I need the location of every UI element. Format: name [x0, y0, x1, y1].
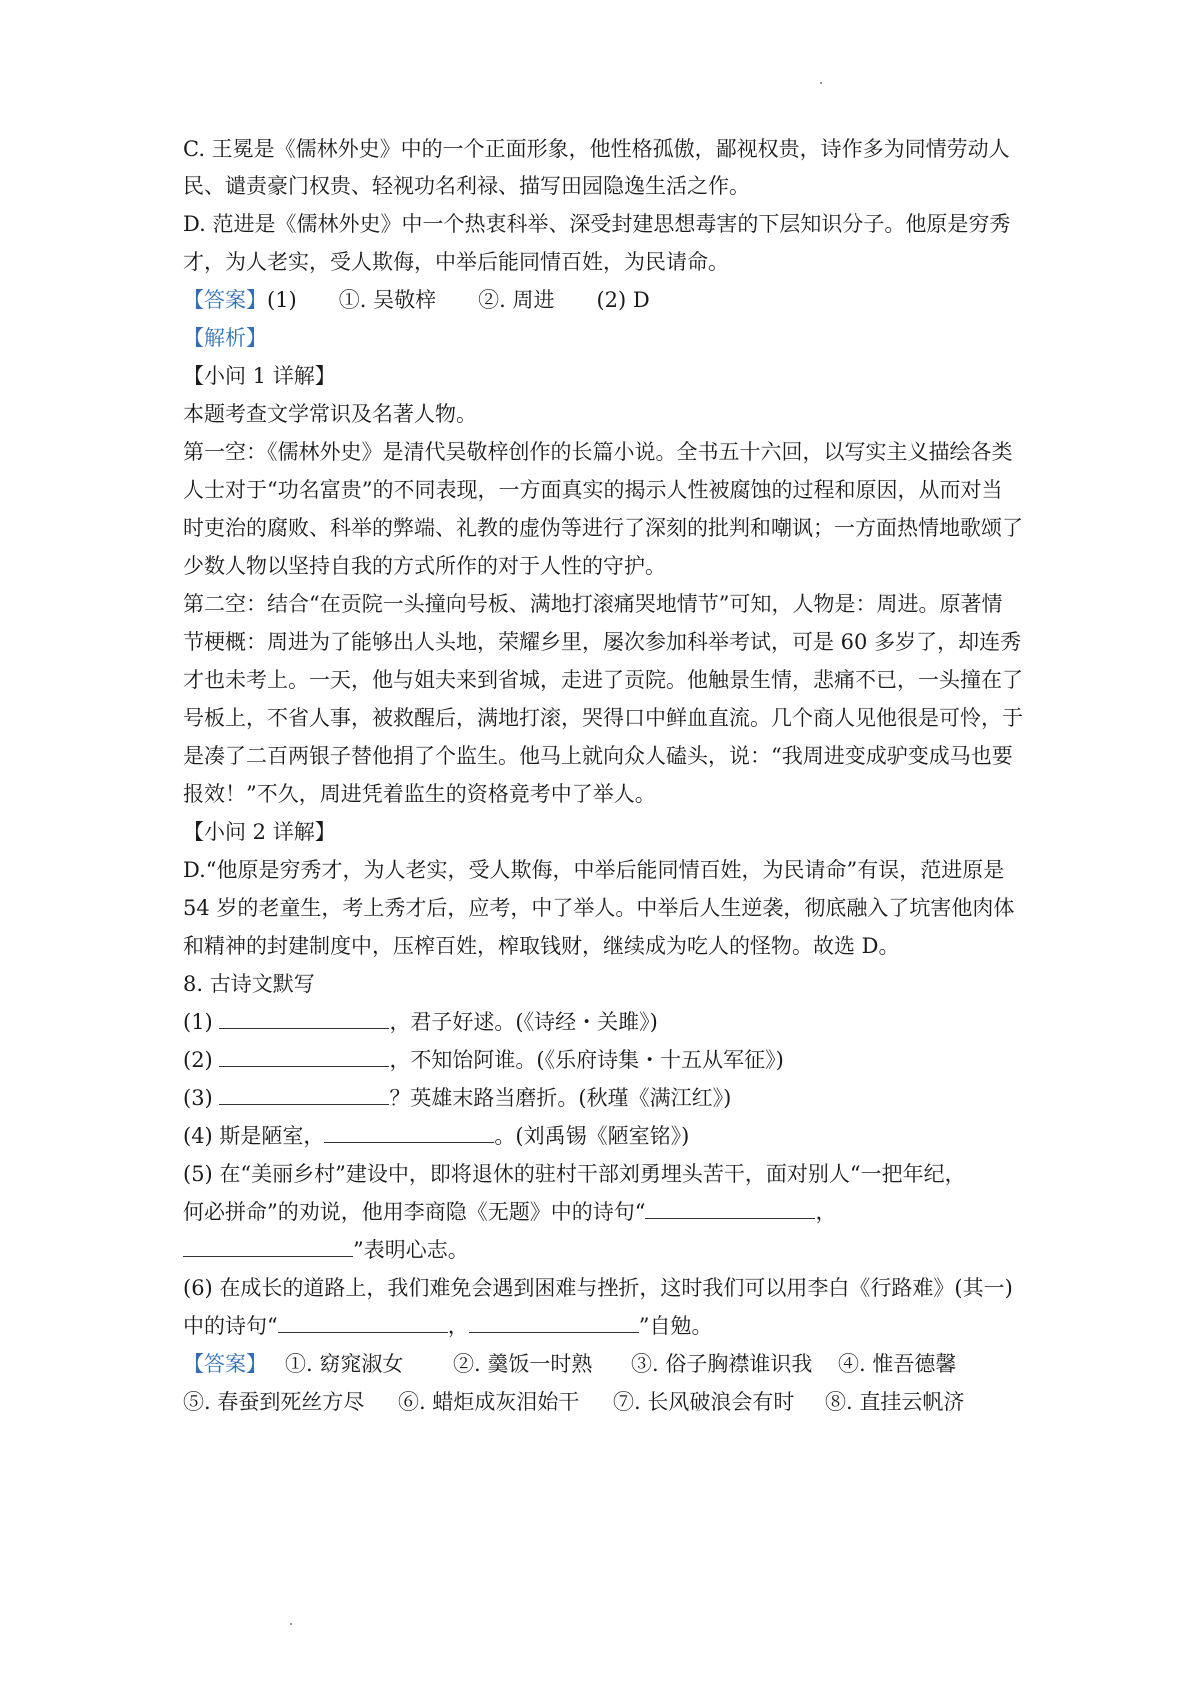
poem-item-1: (1) ，君子好逑。(《诗经・关雎》): [183, 1010, 658, 1034]
poem-item-4: (4) 斯是陋室， 。(刘禹锡《陋室铭》): [183, 1124, 690, 1148]
fill-blank[interactable]: [219, 1084, 389, 1105]
option-d-line-2: 才，为人老实，受人欺侮，中举后能同情百姓，为民请命。: [183, 250, 729, 274]
fill-blank[interactable]: [183, 1236, 353, 1257]
option-c-line-1: C. 王冕是《儒林外史》中的一个正面形象，他性格孤傲，鄙视权贵，诗作多为同情劳动人: [183, 137, 1010, 161]
paragraph-line: 和精神的封建制度中，压榨百姓，榨取钱财，继续成为吃人的怪物。故选 D。: [183, 934, 900, 958]
fill-blank[interactable]: [469, 1312, 639, 1333]
answer-item: ②. 羹饭一时熟: [453, 1352, 593, 1376]
paragraph-line: 报效！”不久，周进凭着监生的资格竟考中了举人。: [183, 782, 656, 806]
option-c-line-2: 民、谴责豪门权贵、轻视功名利禄、描写田园隐逸生活之作。: [183, 174, 750, 198]
answer-item: ⑤. 春蚕到死丝方尽: [183, 1390, 365, 1414]
fill-blank[interactable]: [645, 1198, 815, 1219]
paragraph-line: 才也未考上。一天，他与姐夫来到省城，走进了贡院。他触景生情，悲痛不已，一头撞在了: [183, 668, 1023, 692]
answer-text: (1) ①. 吴敬梓 ②. 周进 (2) D: [267, 288, 650, 312]
question-8-heading: 8. 古诗文默写: [183, 972, 315, 996]
poem-item-3: (3) ？英雄末路当磨折。(秋瑾《满江红》): [183, 1086, 732, 1110]
scan-speck: [290, 1623, 292, 1625]
analysis-tag: 【解析】: [183, 326, 267, 350]
paragraph-line: 时吏治的腐败、科举的弊端、礼教的虚伪等进行了深刻的批判和嘲讽；一方面热情地歌颂了: [183, 516, 1023, 540]
answer-item: ④. 惟吾德馨: [838, 1352, 957, 1376]
poem-item-6-line-1: (6) 在成长的道路上，我们难免会遇到困难与挫折，这时我们可以用李白《行路难》(其一): [183, 1276, 1013, 1300]
paragraph-line: 54 岁的老童生，考上秀才后，应考，中了举人。中举后人生逆袭，彻底融入了坑害他肉体: [183, 896, 1015, 920]
answer-tag: 【答案】: [183, 1352, 267, 1376]
fill-blank[interactable]: [219, 1008, 389, 1029]
scan-speck: [820, 82, 822, 84]
answer-item: ⑦. 长风破浪会有时: [613, 1390, 795, 1414]
paragraph-line: 第一空：《儒林外史》是清代吴敬梓创作的长篇小说。全书五十六回，以写实主义描绘各类: [183, 440, 1013, 464]
paragraph-line: 少数人物以坚持自我的方式所作的对于人性的守护。: [183, 554, 666, 578]
sub-question-1-heading: 【小问 1 详解】: [183, 364, 336, 388]
option-d-line-1: D. 范进是《儒林外史》中一个热衷科举、深受封建思想毒害的下层知识分子。他原是穷秀: [183, 212, 1011, 236]
poem-item-5-line-1: (5) 在“美丽乡村”建设中，即将退休的驻村干部刘勇埋头苦干，面对别人“一把年纪，: [183, 1162, 966, 1186]
poem-item-2: (2) ，不知饴阿谁。(《乐府诗集・十五从军征》): [183, 1048, 784, 1072]
fill-blank[interactable]: [324, 1122, 494, 1143]
answer-item: ①. 窈窕淑女: [285, 1352, 404, 1376]
paragraph-line: 人士对于“功名富贵”的不同表现，一方面真实的揭示人性被腐蚀的过程和原因，从而对当: [183, 478, 1003, 502]
fill-blank[interactable]: [278, 1312, 448, 1333]
paragraph-line: D.“他原是穷秀才，为人老实，受人欺侮，中举后能同情百姓，为民请命”有误，范进原是: [183, 858, 1005, 882]
paragraph-line: 节梗概：周进为了能够出人头地，荣耀乡里，屡次参加科举考试，可是 60 多岁了，却连秀: [183, 630, 1022, 654]
answer-8-row-1: [183, 1350, 1033, 1378]
answer-tag: 【答案】: [183, 288, 267, 312]
paragraph-line: 第二空：结合“在贡院一头撞向号板、满地打滚痛哭地情节”可知，人物是：周进。原著情: [183, 592, 1003, 616]
poem-item-6-line-2: 中的诗句“ ， ”自勉。: [183, 1314, 713, 1338]
poem-item-5-line-3: ”表明心志。: [183, 1236, 1033, 1264]
fill-blank[interactable]: [219, 1046, 389, 1067]
paragraph-line: 号板上，不省人事，被救醒后，满地打滚，哭得口中鲜血直流。几个商人见他很是可怜，于: [183, 706, 1023, 730]
answer-item: ⑥. 蜡炬成灰泪始干: [398, 1390, 580, 1414]
answer-item: ③. 俗子胸襟谁识我: [631, 1352, 813, 1376]
answer-item: ⑧. 直挂云帆济: [825, 1390, 965, 1414]
paragraph-line: 是凑了二百两银子替他捐了个监生。他马上就向众人磕头，说：“我周进变成驴变成马也要: [183, 744, 1013, 768]
answer-8-row-2: [183, 1388, 1033, 1416]
paragraph-line: 本题考查文学常识及名著人物。: [183, 402, 477, 426]
poem-item-5-line-2: 何必拼命”的劝说，他用李商隐《无题》中的诗句“ ，: [183, 1200, 837, 1224]
answer-7: [183, 286, 1033, 314]
sub-question-2-heading: 【小问 2 详解】: [183, 820, 336, 844]
